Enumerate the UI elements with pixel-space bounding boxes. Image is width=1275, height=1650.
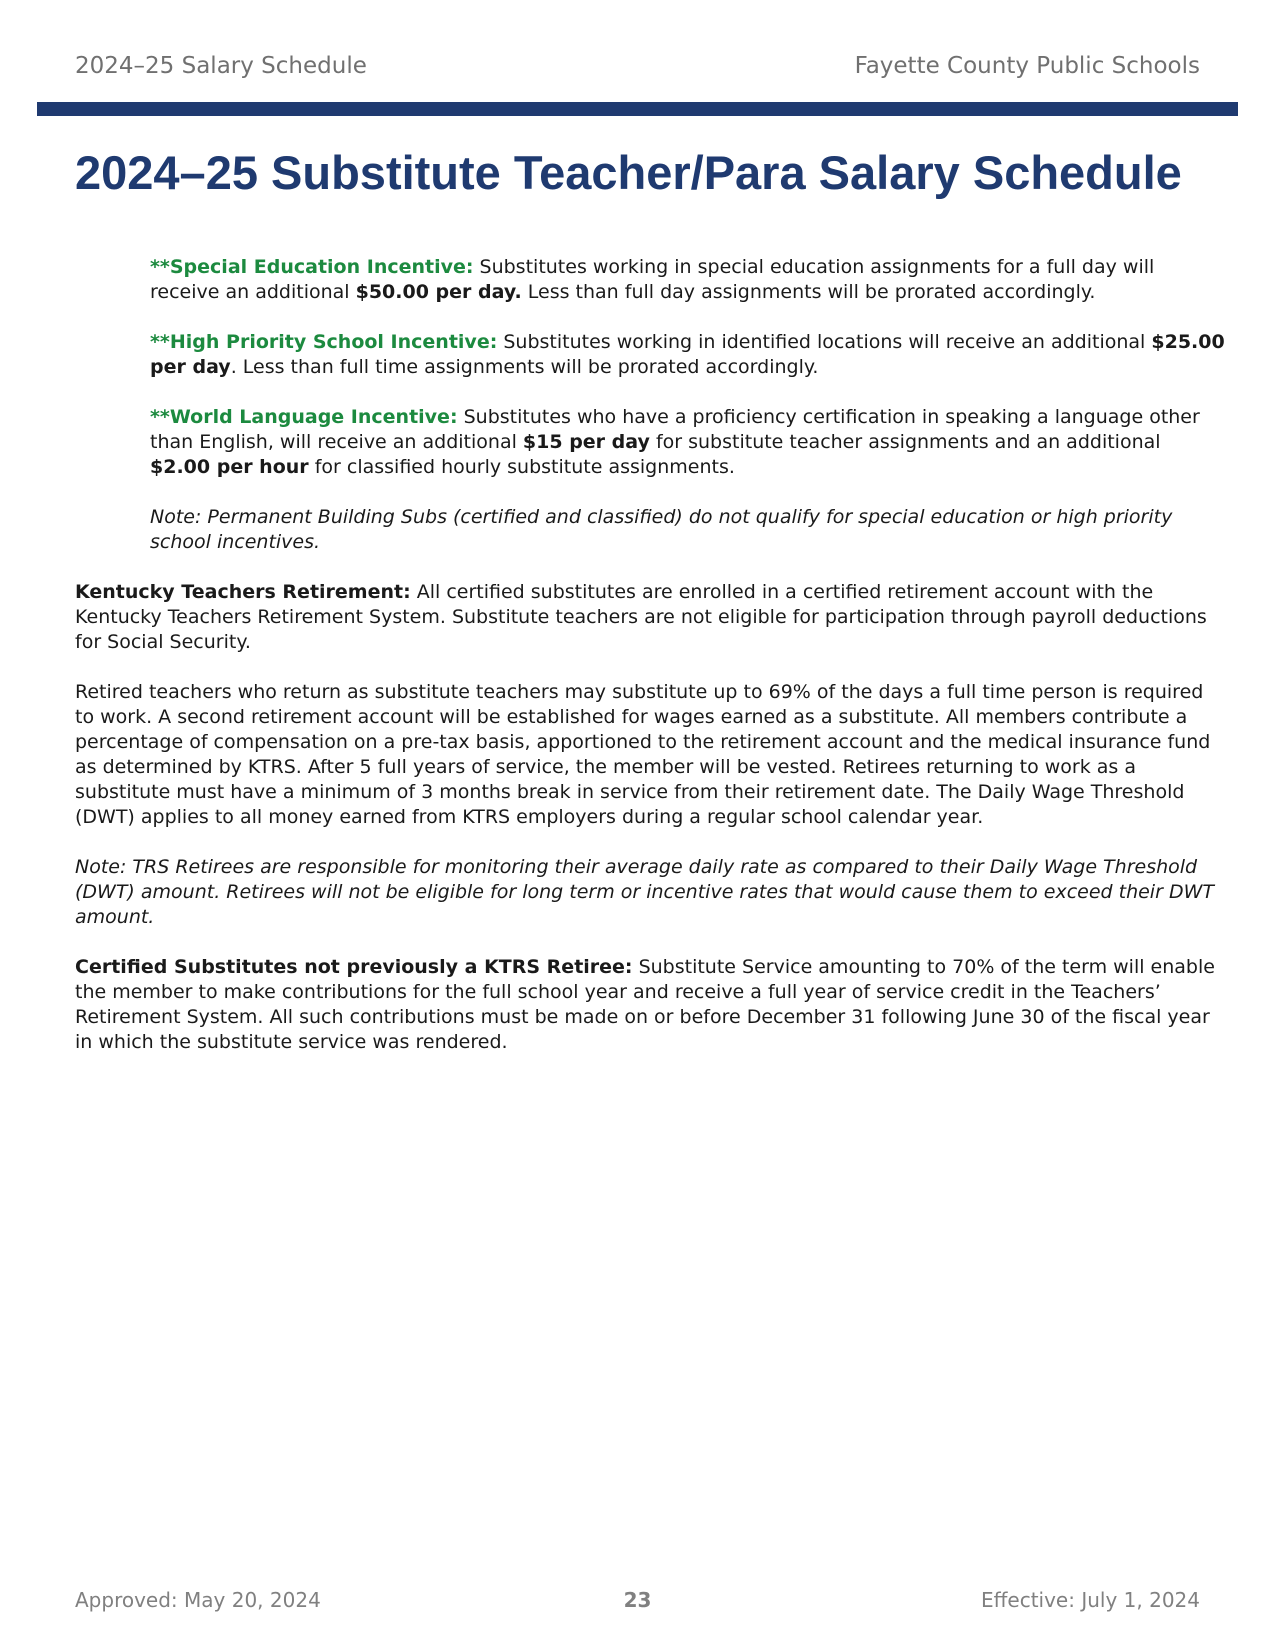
high-priority-amount: $25.00 per day xyxy=(150,331,1225,378)
header-divider xyxy=(37,102,1238,116)
high-priority-incentive xyxy=(150,330,1225,380)
high-priority-label: **High Priority School Incentive: xyxy=(150,331,498,353)
special-education-text-1: Substitutes working in special education assignments for a full day will receive an additional xyxy=(150,256,1155,303)
retired-teachers-paragraph: Retired teachers who return as substitute teachers may substitute up to 69% of the days a full time person is required to work. A second retirement account will be established for wages earned as a substitute. All members contribute a percentage of compensation on a pre-tax basis, apportioned to the retirement account and the medical insurance fund as determined by KTRS. After 5 full years of service, the member will be vested. Retirees returning to work as a substitute must have a minimum of 3 months break in service from their retirement date. The Daily Wage Threshold (DWT) applies to all money earned from KTRS employers during a regular school calendar year. xyxy=(75,681,1211,828)
ktrs-text: All certified substitutes are enrolled in a certified retirement account with the Kentucky Teachers Retirement System. Substitute teachers are not eligible for participation through payroll deductions for Social Security. xyxy=(75,581,1207,653)
running-footer xyxy=(75,1588,1200,1618)
footer-approved-date: Approved: May 20, 2024 xyxy=(75,1588,321,1612)
header-document-title: 2024–25 Salary Schedule xyxy=(75,53,367,79)
world-language-text-1: Substitutes who have a proficiency certification in speaking a language other than English, will receive an additional xyxy=(150,406,1200,453)
running-header xyxy=(75,50,1200,82)
world-language-text-2: for substitute teacher assignments and an additional xyxy=(649,431,1161,453)
special-education-text-2: Less than full day assignments will be prorated accordingly. xyxy=(521,281,1096,303)
world-language-hourly-amount: $2.00 per hour xyxy=(150,456,309,478)
high-priority-text-2: . Less than full time assignments will be prorated accordingly. xyxy=(230,356,819,378)
footer-effective-date: Effective: July 1, 2024 xyxy=(980,1588,1200,1612)
incentive-note: Note: Permanent Building Subs (certified and classified) do not qualify for special education or high priority school incentives. xyxy=(150,506,1173,553)
special-education-incentive xyxy=(150,255,1225,305)
header-organization: Fayette County Public Schools xyxy=(854,53,1200,79)
certified-substitutes-label: Certified Substitutes not previously a KTRS Retiree: xyxy=(75,956,633,978)
special-education-label: **Special Education Incentive: xyxy=(150,256,474,278)
world-language-label: **World Language Incentive: xyxy=(150,406,458,428)
world-language-daily-amount: $15 per day xyxy=(522,431,650,453)
high-priority-text-1: Substitutes working in identified locations will receive an additional xyxy=(497,331,1152,353)
trs-retirees-note: Note: TRS Retirees are responsible for monitoring their average daily rate as compared to their Daily Wage Threshold (DWT) amount. Retirees will not be eligible for long term or incentive rates that would cause them to exceed their DWT amount. xyxy=(75,856,1214,928)
special-education-amount: $50.00 per day. xyxy=(355,281,522,303)
world-language-text-3: for classified hourly substitute assignments. xyxy=(308,456,735,478)
ktrs-label: Kentucky Teachers Retirement: xyxy=(75,581,411,603)
certified-substitutes-paragraph xyxy=(75,955,1225,1055)
world-language-incentive xyxy=(150,405,1225,480)
footer-page-number: 23 xyxy=(623,1588,652,1612)
page-title: 2024–25 Substitute Teacher/Para Salary Schedule xyxy=(75,146,1182,199)
ktrs-paragraph xyxy=(75,580,1225,655)
document-body xyxy=(75,255,1225,1080)
certified-substitutes-text: Substitute Service amounting to 70% of the term will enable the member to make contributions for the full school year and receive a full year of service credit in the Teachers’ Retirement System. All such contributions must be made on or before December 31 following June 30 of the fiscal year in which the substitute service was rendered. xyxy=(75,956,1215,1053)
